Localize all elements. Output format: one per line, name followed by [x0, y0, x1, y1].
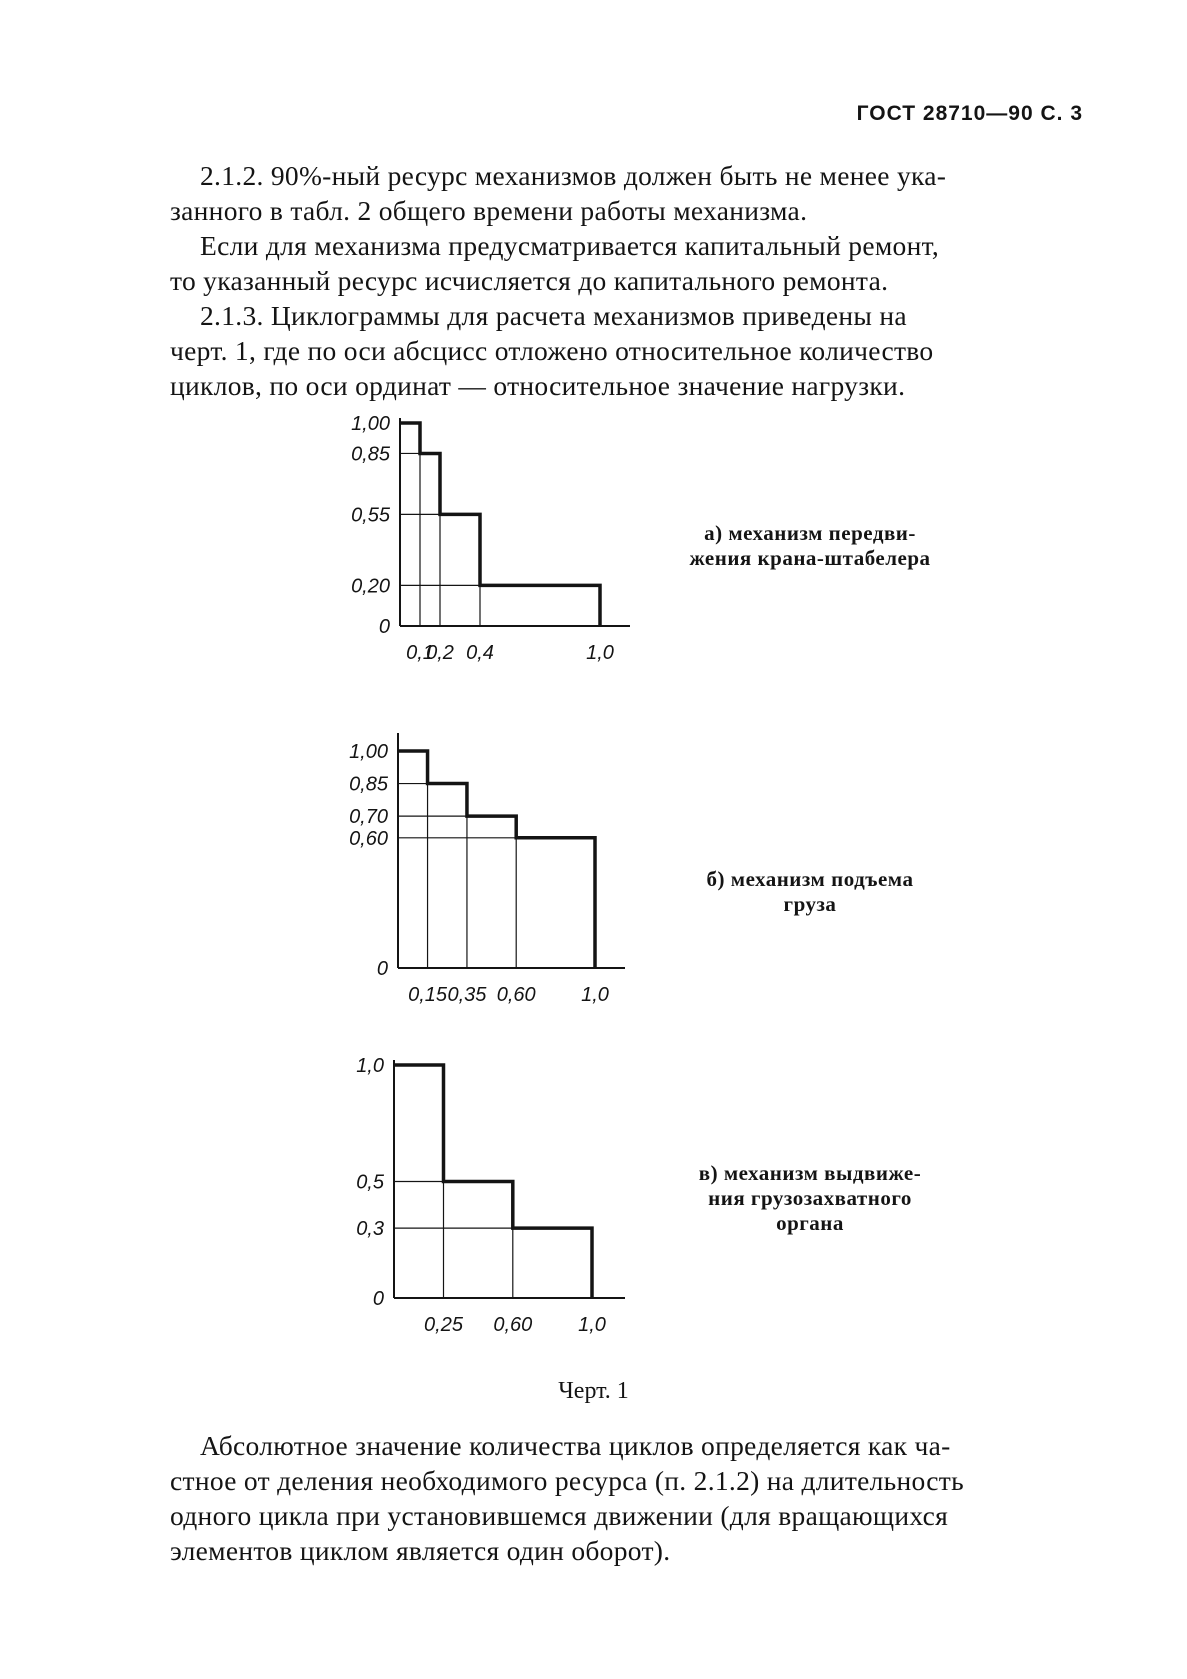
caption-line: в) механизм выдвиже- — [698, 1161, 922, 1185]
x-tick-label: 0,35 — [447, 984, 487, 1006]
caption-line: органа — [776, 1211, 844, 1235]
text-line: 2.1.3. Циклограммы для расчета механизмов приведены на — [200, 300, 907, 331]
text-line: Абсолютное значение количества циклов определяется как ча- — [200, 1430, 951, 1461]
caption-line: ния грузозахватного — [708, 1186, 912, 1210]
y-tick-label: 0,3 — [356, 1218, 384, 1241]
figure-caption: Черт. 1 — [558, 1378, 629, 1404]
y-tick-label: 0 — [376, 958, 388, 980]
caption-line: б) механизм подъема — [706, 867, 914, 891]
text-line: элементов циклом является один оборот). — [170, 1535, 671, 1566]
page-header: ГОСТ 28710—90 С. 3 — [856, 102, 1083, 125]
text-line: Если для механизма предусматривается капитальный ремонт, — [200, 230, 940, 261]
y-tick-label: 1,00 — [351, 413, 390, 435]
caption-line: жения крана-штабелера — [689, 546, 931, 570]
text-line: то указанный ресурс исчисляется до капитального ремонта. — [170, 265, 889, 296]
x-tick-label: 0,1 — [406, 642, 434, 664]
text-line: одного цикла при установившемся движении (для вращающихся — [170, 1500, 949, 1531]
y-tick-label: 0,85 — [349, 773, 388, 796]
y-tick-label: 0 — [372, 1288, 384, 1310]
text-line: занного в табл. 2 общего времени работы механизма. — [170, 195, 808, 226]
y-tick-label: 0,5 — [356, 1171, 384, 1194]
y-tick-label: 1,00 — [349, 741, 388, 763]
y-tick-label: 0,70 — [349, 806, 388, 829]
text-line: стное от деления необходимого ресурса (п. 2.1.2) на длительность — [170, 1465, 964, 1496]
bottom-paragraph — [170, 1428, 1098, 1568]
text-line: циклов, по оси ординат — относительное значение нагрузки. — [170, 370, 906, 401]
x-tick-label: 0,25 — [424, 1314, 463, 1336]
chart-a-caption — [660, 521, 960, 571]
y-tick-label: 0 — [378, 616, 390, 638]
chart-c-caption — [660, 1161, 960, 1236]
chart-b-caption — [660, 867, 960, 917]
load-step-series — [400, 423, 600, 626]
text-line: 2.1.2. 90%-ный ресурс механизмов должен быть не менее ука- — [200, 160, 947, 191]
y-tick-label: 0,55 — [351, 504, 390, 527]
x-tick-label: 1,0 — [581, 984, 609, 1006]
y-tick-label: 0,20 — [351, 575, 390, 598]
x-tick-label: 1,0 — [578, 1314, 606, 1336]
x-tick-label: 0,60 — [496, 984, 536, 1006]
caption-line: а) механизм передви- — [704, 521, 916, 545]
x-tick-label: 0,4 — [466, 642, 494, 664]
y-tick-label: 0,85 — [351, 443, 390, 466]
x-tick-label: 1,0 — [586, 642, 614, 664]
x-tick-label: 0,60 — [493, 1314, 533, 1336]
text-line: черт. 1, где по оси абсцисс отложено относительное количество — [170, 335, 934, 366]
x-tick-label: 0,2 — [426, 642, 454, 664]
x-tick-label: 0,15 — [408, 984, 448, 1006]
caption-line: груза — [783, 892, 837, 916]
y-tick-label: 1,0 — [356, 1055, 384, 1077]
y-tick-label: 0,60 — [349, 827, 388, 850]
